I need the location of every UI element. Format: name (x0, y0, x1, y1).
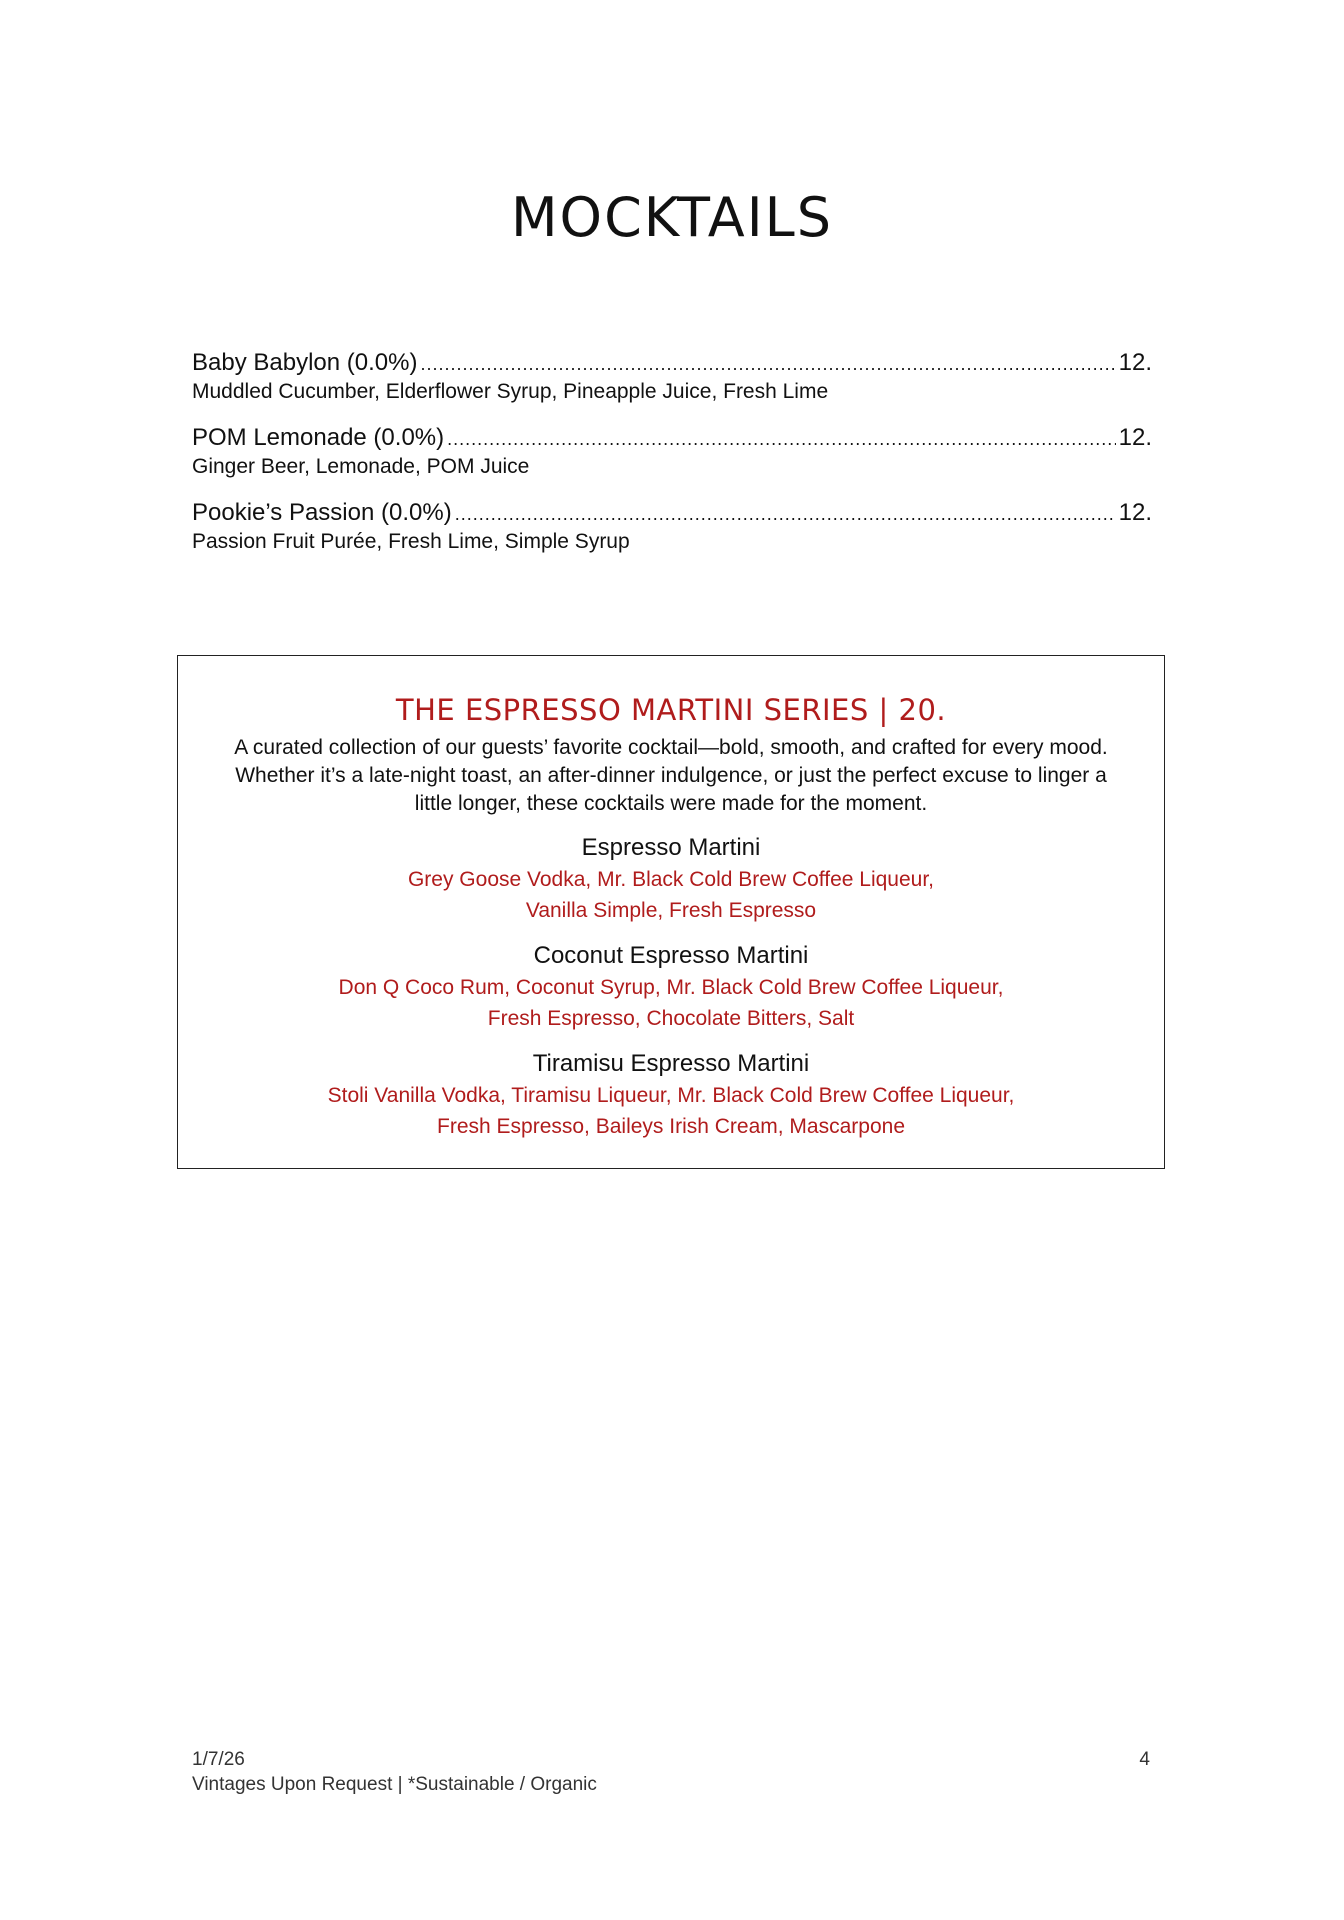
list-item (192, 498, 1152, 555)
drink-ingredients: Grey Goose Vodka, Mr. Black Cold Brew Coffee Liqueur, (407, 868, 935, 891)
drink-name: Espresso Martini (581, 834, 761, 861)
espresso-series-box (177, 655, 1165, 1169)
drink-entry (178, 832, 1164, 926)
footer-note: Vintages Upon Request | *Sustainable / Organic (192, 1774, 597, 1795)
intro-line: little longer, these cocktails were made for the moment. (414, 792, 928, 815)
drink-ingredients: Vanilla Simple, Fresh Espresso (525, 899, 817, 922)
item-price: 12. (1118, 349, 1152, 376)
intro-line: Whether it’s a late-night toast, an after-dinner indulgence, or just the perfect excuse to linger a (235, 764, 1107, 787)
drink-ingredients: Fresh Espresso, Baileys Irish Cream, Mascarpone (437, 1115, 905, 1138)
list-item (192, 348, 1152, 405)
item-description: Ginger Beer, Lemonade, POM Juice (192, 455, 530, 478)
drink-name: Tiramisu Espresso Martini (532, 1050, 810, 1077)
item-description: Passion Fruit Purée, Fresh Lime, Simple Syrup (192, 530, 630, 553)
item-price: 12. (1118, 499, 1152, 526)
drink-ingredients: Stoli Vanilla Vodka, Tiramisu Liqueur, Mr. Black Cold Brew Coffee Liqueur, (327, 1084, 1015, 1107)
series-title: THE ESPRESSO MARTINI SERIES | 20. (395, 693, 947, 727)
drink-ingredients: Don Q Coco Rum, Coconut Syrup, Mr. Black Cold Brew Coffee Liqueur, (338, 976, 1004, 999)
dot-leader (420, 349, 1115, 379)
item-name: Pookie’s Passion (0.0%) (192, 499, 452, 526)
drink-ingredients: Fresh Espresso, Chocolate Bitters, Salt (487, 1007, 855, 1030)
page-title: MOCKTAILS (510, 186, 834, 249)
list-item (192, 423, 1152, 480)
footer-date: 1/7/26 (192, 1749, 245, 1770)
intro-line: A curated collection of our guests’ favorite cocktail—bold, smooth, and crafted for every mood. (234, 736, 1108, 759)
drink-name: Coconut Espresso Martini (533, 942, 809, 969)
item-description: Muddled Cucumber, Elderflower Syrup, Pineapple Juice, Fresh Lime (192, 380, 829, 403)
drink-entry (178, 1048, 1164, 1142)
item-name: Baby Babylon (0.0%) (192, 349, 418, 376)
drink-entry (178, 940, 1164, 1034)
mocktail-list (192, 348, 1152, 573)
dot-leader (455, 499, 1116, 529)
item-name: POM Lemonade (0.0%) (192, 424, 445, 451)
page-number: 4 (1139, 1749, 1150, 1770)
series-intro (201, 734, 1141, 818)
dot-leader (447, 424, 1116, 454)
item-price: 12. (1118, 424, 1152, 451)
